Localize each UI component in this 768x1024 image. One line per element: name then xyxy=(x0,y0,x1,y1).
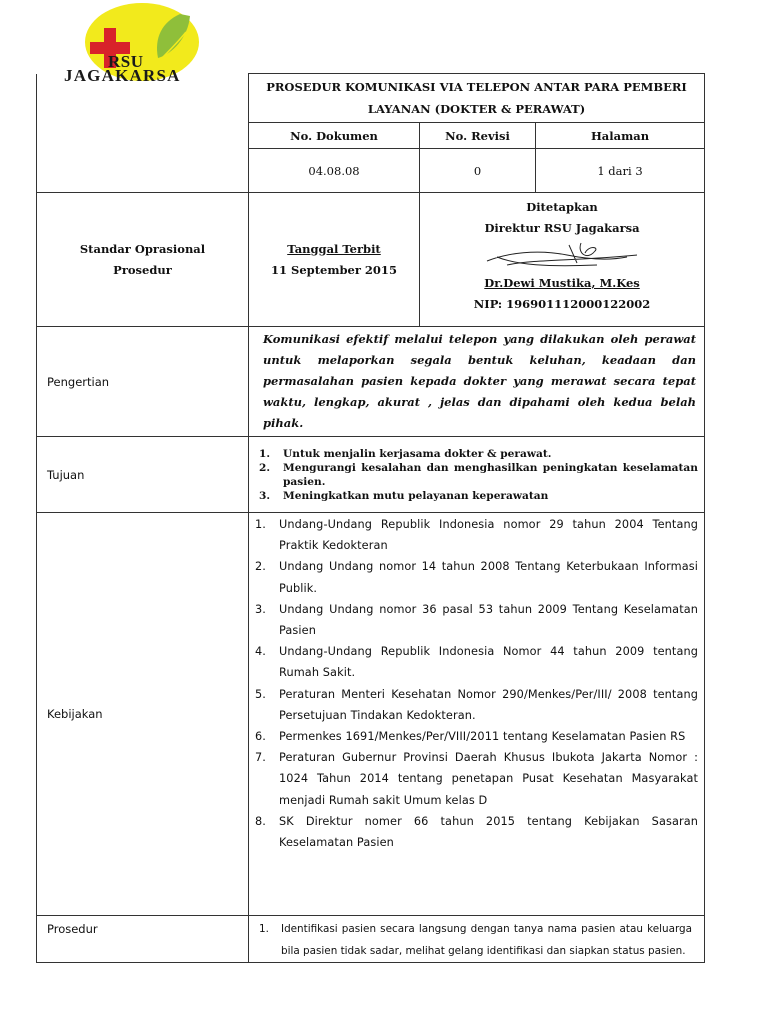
tujuan-row xyxy=(37,437,705,513)
doc-number-value: 04.08.08 xyxy=(249,149,420,193)
kebijakan-row xyxy=(37,513,705,916)
list-item: 3. Meningkatkan mutu pelayanan keperawatan xyxy=(259,489,549,502)
list-item: 1. Untuk menjalin kerjasama dokter & perawat. xyxy=(259,447,552,460)
sop-row xyxy=(37,193,705,327)
pengertian-row xyxy=(37,327,705,437)
kebijakan-label: Kebijakan xyxy=(37,513,249,916)
sop-label-line1: Standar Oprasional xyxy=(79,241,206,256)
prosedur-label: Prosedur xyxy=(37,916,249,963)
page-label: Halaman xyxy=(536,123,705,149)
pengertian-text: Komunikasi efektif melalui telepon yang dilakukan oleh perawat untuk melaporkan segala bentuk keluhan, keadaan dan permasalahan pasien kepada dokter yang merawat secara tepat waktu, lengkap, akurat , jelas dan dipahami oleh kedua belah pihak. xyxy=(249,327,705,437)
prosedur-cell xyxy=(249,916,705,963)
issue-date-label: Tanggal Terbit xyxy=(287,241,381,256)
kebijakan-list xyxy=(249,514,704,853)
approval-cell xyxy=(420,193,705,327)
tujuan-cell xyxy=(249,437,705,513)
list-item: 6. Permenkes 1691/Menkes/Per/VIII/2011 tentang Keselamatan Pasien RS xyxy=(255,730,686,744)
revision-value: 0 xyxy=(420,149,536,193)
list-item: 7. Peraturan Gubernur Provinsi Daerah Khusus Ibukota Jakarta Nomor : 1024 Tahun 2014 tentang penetapan Pusat Kesehatan Masyarakat menjadi Rumah sakit Umum kelas D xyxy=(255,751,699,807)
list-item: 8. SK Direktur nomer 66 tahun 2015 tentang Kebijakan Sasaran Keselamatan Pasien xyxy=(255,814,699,850)
list-item: 2. Undang Undang nomor 14 tahun 2008 Tentang Keterbukaan Informasi Publik. xyxy=(255,560,699,595)
header-title-row xyxy=(37,74,705,123)
list-item: 5. Peraturan Menteri Kesehatan Nomor 290/Menkes/Per/III/ 2008 tentang Persetujuan Tindakan Kedokteran. xyxy=(255,687,699,722)
kebijakan-cell xyxy=(249,513,705,916)
page-value: 1 dari 3 xyxy=(536,149,705,193)
prosedur-row xyxy=(37,916,705,963)
approval-director: Direktur RSU Jagakarsa xyxy=(484,221,640,235)
list-item: 2. Mengurangi kesalahan dan menghasilkan peningkatan keselamatan pasien. xyxy=(259,461,699,488)
signer-nip: NIP: 196901112000122002 xyxy=(473,297,651,311)
issue-date-cell xyxy=(249,193,420,327)
list-item: 4. Undang-Undang Republik Indonesia Nomor 44 tahun 2009 tentang Rumah Sakit. xyxy=(255,645,699,680)
logo-cell xyxy=(37,74,249,193)
revision-label: No. Revisi xyxy=(420,123,536,149)
prosedur-list xyxy=(249,918,704,962)
doc-number-label: No. Dokumen xyxy=(249,123,420,149)
tujuan-label: Tujuan xyxy=(37,437,249,513)
logo-text-jagakarsa: JAGAKARSA xyxy=(64,66,181,85)
tujuan-list xyxy=(249,447,704,503)
list-item: 3. Undang Undang nomor 36 pasal 53 tahun 2009 Tentang Keselamatan Pasien xyxy=(255,602,699,638)
signer-name: Dr.Dewi Mustika, M.Kes xyxy=(484,276,640,290)
sop-label xyxy=(37,193,249,327)
list-item: 1. Identifikasi pasien secara langsung dengan tanya nama pasien atau keluarga bila pasien tidak sadar, melihat gelang identifikasi dan siapkan status pasien. xyxy=(259,923,693,957)
list-item: 1. Undang-Undang Republik Indonesia nomor 29 tahun 2004 Tentang Praktik Kedokteran xyxy=(255,518,699,553)
sop-label-line2: Prosedur xyxy=(113,262,172,277)
sop-document-table xyxy=(36,73,705,963)
approval-set-by: Ditetapkan xyxy=(526,200,598,214)
logo-text-rsu: RSU xyxy=(108,52,144,71)
issue-date-value: 11 September 2015 xyxy=(271,262,397,277)
signature-icon xyxy=(477,239,647,273)
pengertian-label: Pengertian xyxy=(37,327,249,437)
document-title: PROSEDUR KOMUNIKASI VIA TELEPON ANTAR PARA PEMBERI LAYANAN (DOKTER & PERAWAT) xyxy=(249,74,705,123)
